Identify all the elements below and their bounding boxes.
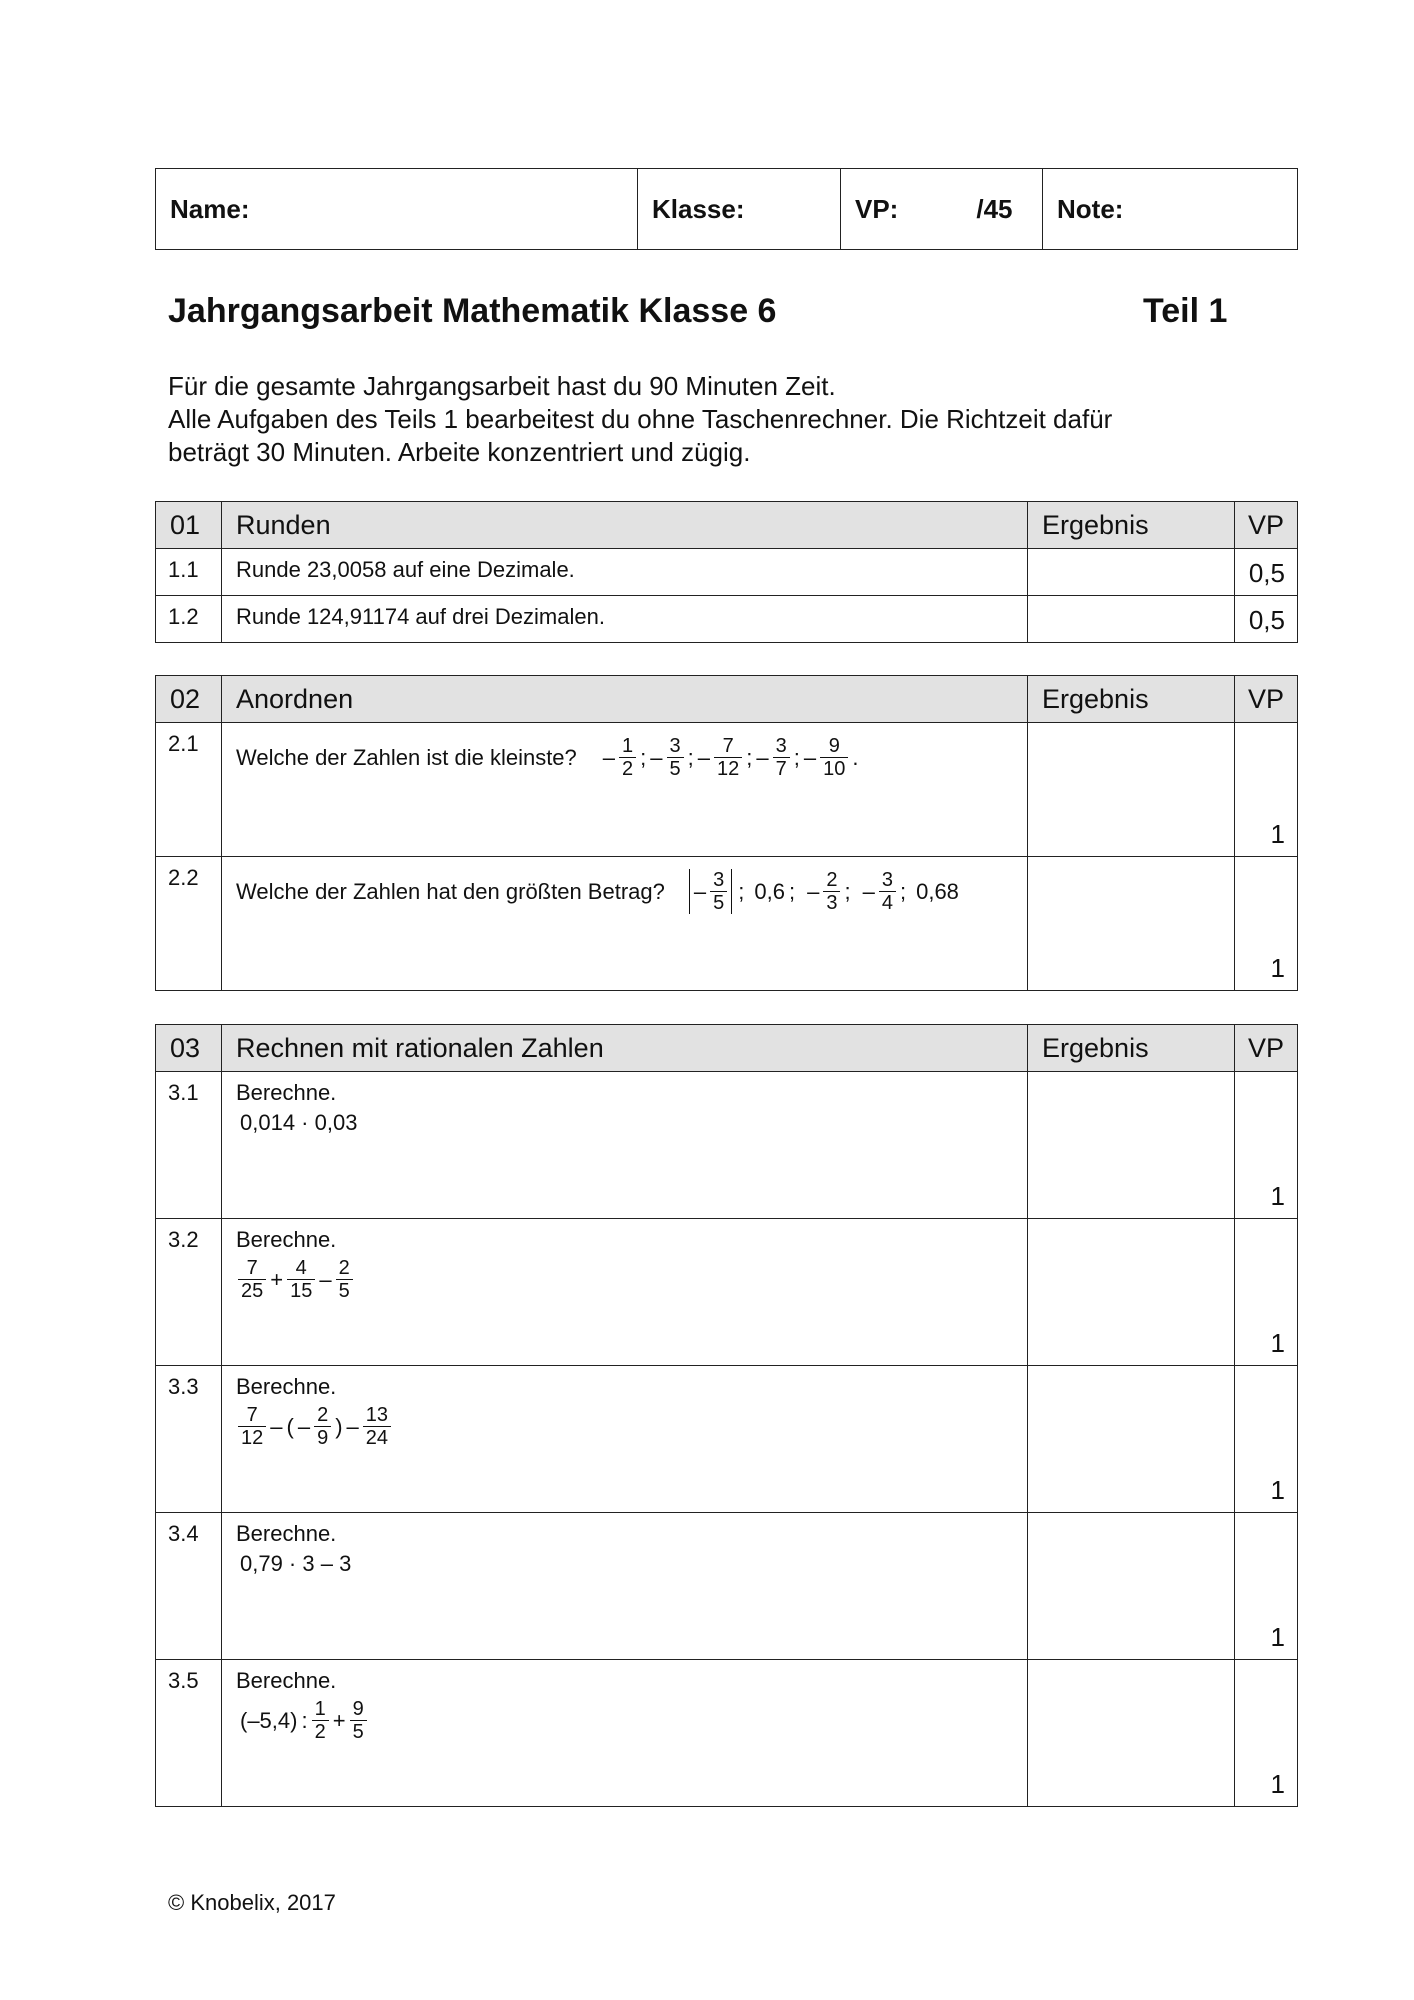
task-text: Berechne. [236, 1080, 337, 1105]
result-cell[interactable] [1028, 1513, 1235, 1660]
task-number: 3.5 [156, 1660, 222, 1807]
section-03-table [155, 1024, 1298, 1807]
name-label: Name: [170, 193, 250, 224]
vp-total: /45 [976, 193, 1013, 224]
task-points: 1 [1235, 1366, 1298, 1513]
note-label: Note: [1057, 193, 1124, 224]
task-number: 1.1 [156, 549, 222, 596]
division-sign: : [301, 1707, 308, 1733]
numerator: 7 [722, 735, 734, 757]
plus-sign: + [332, 1707, 346, 1733]
section-01-table [155, 501, 1298, 643]
vp-field[interactable] [841, 169, 1043, 250]
result-cell[interactable] [1028, 1660, 1235, 1807]
separator: ; [788, 878, 796, 904]
result-cell[interactable] [1028, 1072, 1235, 1219]
denominator: 7 [773, 757, 790, 780]
task-number: 2.2 [156, 857, 222, 991]
copyright: © Knobelix, 2017 [168, 1890, 336, 1915]
task-text: Welche der Zahlen ist die kleinste? [236, 744, 577, 770]
fraction [820, 735, 848, 780]
minus-sign: – [756, 744, 769, 770]
fraction [314, 1404, 331, 1449]
plus-sign: + [270, 1266, 284, 1292]
denominator: 2 [312, 1720, 329, 1743]
klasse-label: Klasse: [652, 193, 745, 224]
task-content [222, 1513, 1028, 1660]
klasse-field[interactable] [638, 169, 841, 250]
numerator: 3 [881, 869, 893, 891]
numerator: 4 [295, 1257, 307, 1279]
task-number: 3.3 [156, 1366, 222, 1513]
separator: ; [793, 744, 800, 770]
separator: ; [746, 744, 753, 770]
separator: ; [899, 878, 907, 904]
fraction [287, 1257, 315, 1302]
minus-sign: – [697, 744, 711, 770]
denominator: 4 [879, 891, 896, 914]
name-field[interactable] [156, 169, 638, 250]
task-content [222, 723, 1028, 857]
points-header: VP [1235, 1025, 1298, 1072]
denominator: 5 [350, 1720, 367, 1743]
note-field[interactable] [1043, 169, 1298, 250]
fraction [363, 1404, 391, 1449]
numerator: 3 [669, 735, 681, 757]
close-paren: ) [335, 1413, 343, 1439]
page-title: Jahrgangsarbeit Mathematik Klasse 6 [168, 292, 777, 330]
task-text: Runde 124,91174 auf drei Dezimalen. [222, 596, 1028, 643]
result-cell[interactable] [1028, 1366, 1235, 1513]
task-row [156, 857, 1298, 991]
fraction [714, 735, 742, 780]
task-content [222, 1219, 1028, 1366]
numerator: 2 [826, 869, 838, 891]
minus-sign: – [270, 1413, 283, 1439]
fraction [238, 1404, 266, 1449]
numerator: 9 [828, 735, 840, 757]
minus-sign: – [319, 1266, 332, 1292]
fraction [879, 869, 896, 914]
minus-sign: – [297, 1413, 311, 1439]
minus-sign: – [803, 744, 817, 770]
open-paren: ( [286, 1413, 294, 1439]
period: . [852, 744, 859, 770]
fraction [350, 1698, 367, 1743]
expression [236, 1404, 1027, 1449]
section-title: Runden [222, 502, 1028, 549]
result-cell[interactable] [1028, 1219, 1235, 1366]
fraction [773, 735, 790, 780]
task-text: Welche der Zahlen hat den größten Betrag? [236, 878, 665, 904]
task-row [156, 549, 1298, 596]
denominator: 24 [363, 1426, 391, 1449]
denominator: 15 [287, 1279, 315, 1302]
denominator: 5 [336, 1279, 353, 1302]
task-row [156, 1513, 1298, 1660]
denominator: 12 [714, 757, 742, 780]
result-header: Ergebnis [1028, 1025, 1235, 1072]
points-header: VP [1235, 502, 1298, 549]
minus-sign: – [346, 1413, 359, 1439]
numerator: 3 [775, 735, 787, 757]
task-row [156, 1366, 1298, 1513]
fraction [336, 1257, 353, 1302]
task-points: 1 [1235, 1219, 1298, 1366]
denominator: 3 [823, 891, 840, 914]
task-points: 0,5 [1235, 596, 1298, 643]
section-title: Anordnen [222, 676, 1028, 723]
task-text: Berechne. [236, 1668, 337, 1693]
numerator: 1 [314, 1698, 326, 1720]
numerator: 3 [713, 869, 725, 891]
minus-sign: – [862, 878, 875, 904]
denominator: 9 [314, 1426, 331, 1449]
fraction [619, 735, 636, 780]
task-number: 3.1 [156, 1072, 222, 1219]
section-number: 01 [156, 502, 222, 549]
numerator: 2 [338, 1257, 350, 1279]
result-cell[interactable] [1028, 723, 1235, 857]
section-02-table [155, 675, 1298, 991]
section-number: 03 [156, 1025, 222, 1072]
numerator: 9 [352, 1698, 364, 1720]
task-points: 1 [1235, 1660, 1298, 1807]
task-row [156, 1072, 1298, 1219]
minus-sign: – [602, 744, 616, 770]
separator: ; [738, 878, 745, 904]
fraction [667, 735, 684, 780]
numerator: 7 [246, 1404, 258, 1426]
result-header: Ergebnis [1028, 502, 1235, 549]
numerator: 7 [246, 1257, 258, 1279]
task-points: 1 [1235, 1513, 1298, 1660]
intro-line: Für die gesamte Jahrgangsarbeit hast du 90 Minuten Zeit. [168, 371, 836, 401]
intro-text [168, 370, 1288, 469]
fraction [710, 869, 727, 914]
expression [236, 1257, 1027, 1302]
task-text: Berechne. [236, 1374, 337, 1399]
task-row [156, 723, 1298, 857]
absolute-value [689, 869, 732, 914]
section-title: Rechnen mit rationalen Zahlen [222, 1025, 1028, 1072]
header-box [155, 168, 1298, 250]
expression: 0,014 · 0,03 [240, 1110, 358, 1135]
fraction [823, 869, 840, 914]
minus-sign: – [807, 878, 820, 904]
separator: ; [640, 744, 647, 770]
denominator: 25 [238, 1279, 266, 1302]
section-number: 02 [156, 676, 222, 723]
value: 0,68 [916, 878, 959, 904]
intro-line: Alle Aufgaben des Teils 1 bearbeitest du ohne Taschenrechner. Die Richtzeit dafür [168, 404, 1113, 434]
task-content [222, 857, 1028, 991]
vp-label: VP: [855, 193, 899, 224]
expression [236, 1698, 1027, 1743]
separator: ; [844, 878, 851, 904]
denominator: 5 [667, 757, 684, 780]
numerator: 1 [622, 735, 634, 757]
part-label: Teil 1 [1143, 292, 1228, 330]
minus-sign: – [693, 878, 707, 904]
task-row [156, 1660, 1298, 1807]
task-content [222, 1072, 1028, 1219]
intro-line: beträgt 30 Minuten. Arbeite konzentriert und zügig. [168, 437, 751, 467]
task-text: Runde 23,0058 auf eine Dezimale. [222, 549, 1028, 596]
task-content [222, 1660, 1028, 1807]
denominator: 10 [820, 757, 848, 780]
task-row [156, 596, 1298, 643]
value: 0,6 [754, 878, 785, 904]
task-number: 3.2 [156, 1219, 222, 1366]
separator: ; [687, 744, 694, 770]
task-points: 1 [1235, 723, 1298, 857]
task-points: 0,5 [1235, 549, 1298, 596]
dividend: (–5,4) [240, 1707, 298, 1733]
result-header: Ergebnis [1028, 676, 1235, 723]
task-number: 3.4 [156, 1513, 222, 1660]
expression: 0,79 · 3 – 3 [240, 1551, 352, 1576]
points-header: VP [1235, 676, 1298, 723]
task-number: 1.2 [156, 596, 222, 643]
task-row [156, 1219, 1298, 1366]
task-number: 2.1 [156, 723, 222, 857]
denominator: 2 [619, 757, 636, 780]
result-cell[interactable] [1028, 549, 1235, 596]
task-content [222, 1366, 1028, 1513]
denominator: 12 [238, 1426, 266, 1449]
numerator: 2 [317, 1404, 329, 1426]
result-cell[interactable] [1028, 857, 1235, 991]
task-text: Berechne. [236, 1227, 337, 1252]
fraction [312, 1698, 329, 1743]
task-points: 1 [1235, 857, 1298, 991]
task-points: 1 [1235, 1072, 1298, 1219]
result-cell[interactable] [1028, 596, 1235, 643]
denominator: 5 [710, 891, 727, 914]
minus-sign: – [650, 744, 663, 770]
fraction [238, 1257, 266, 1302]
numerator: 13 [365, 1404, 389, 1426]
task-text: Berechne. [236, 1521, 337, 1546]
